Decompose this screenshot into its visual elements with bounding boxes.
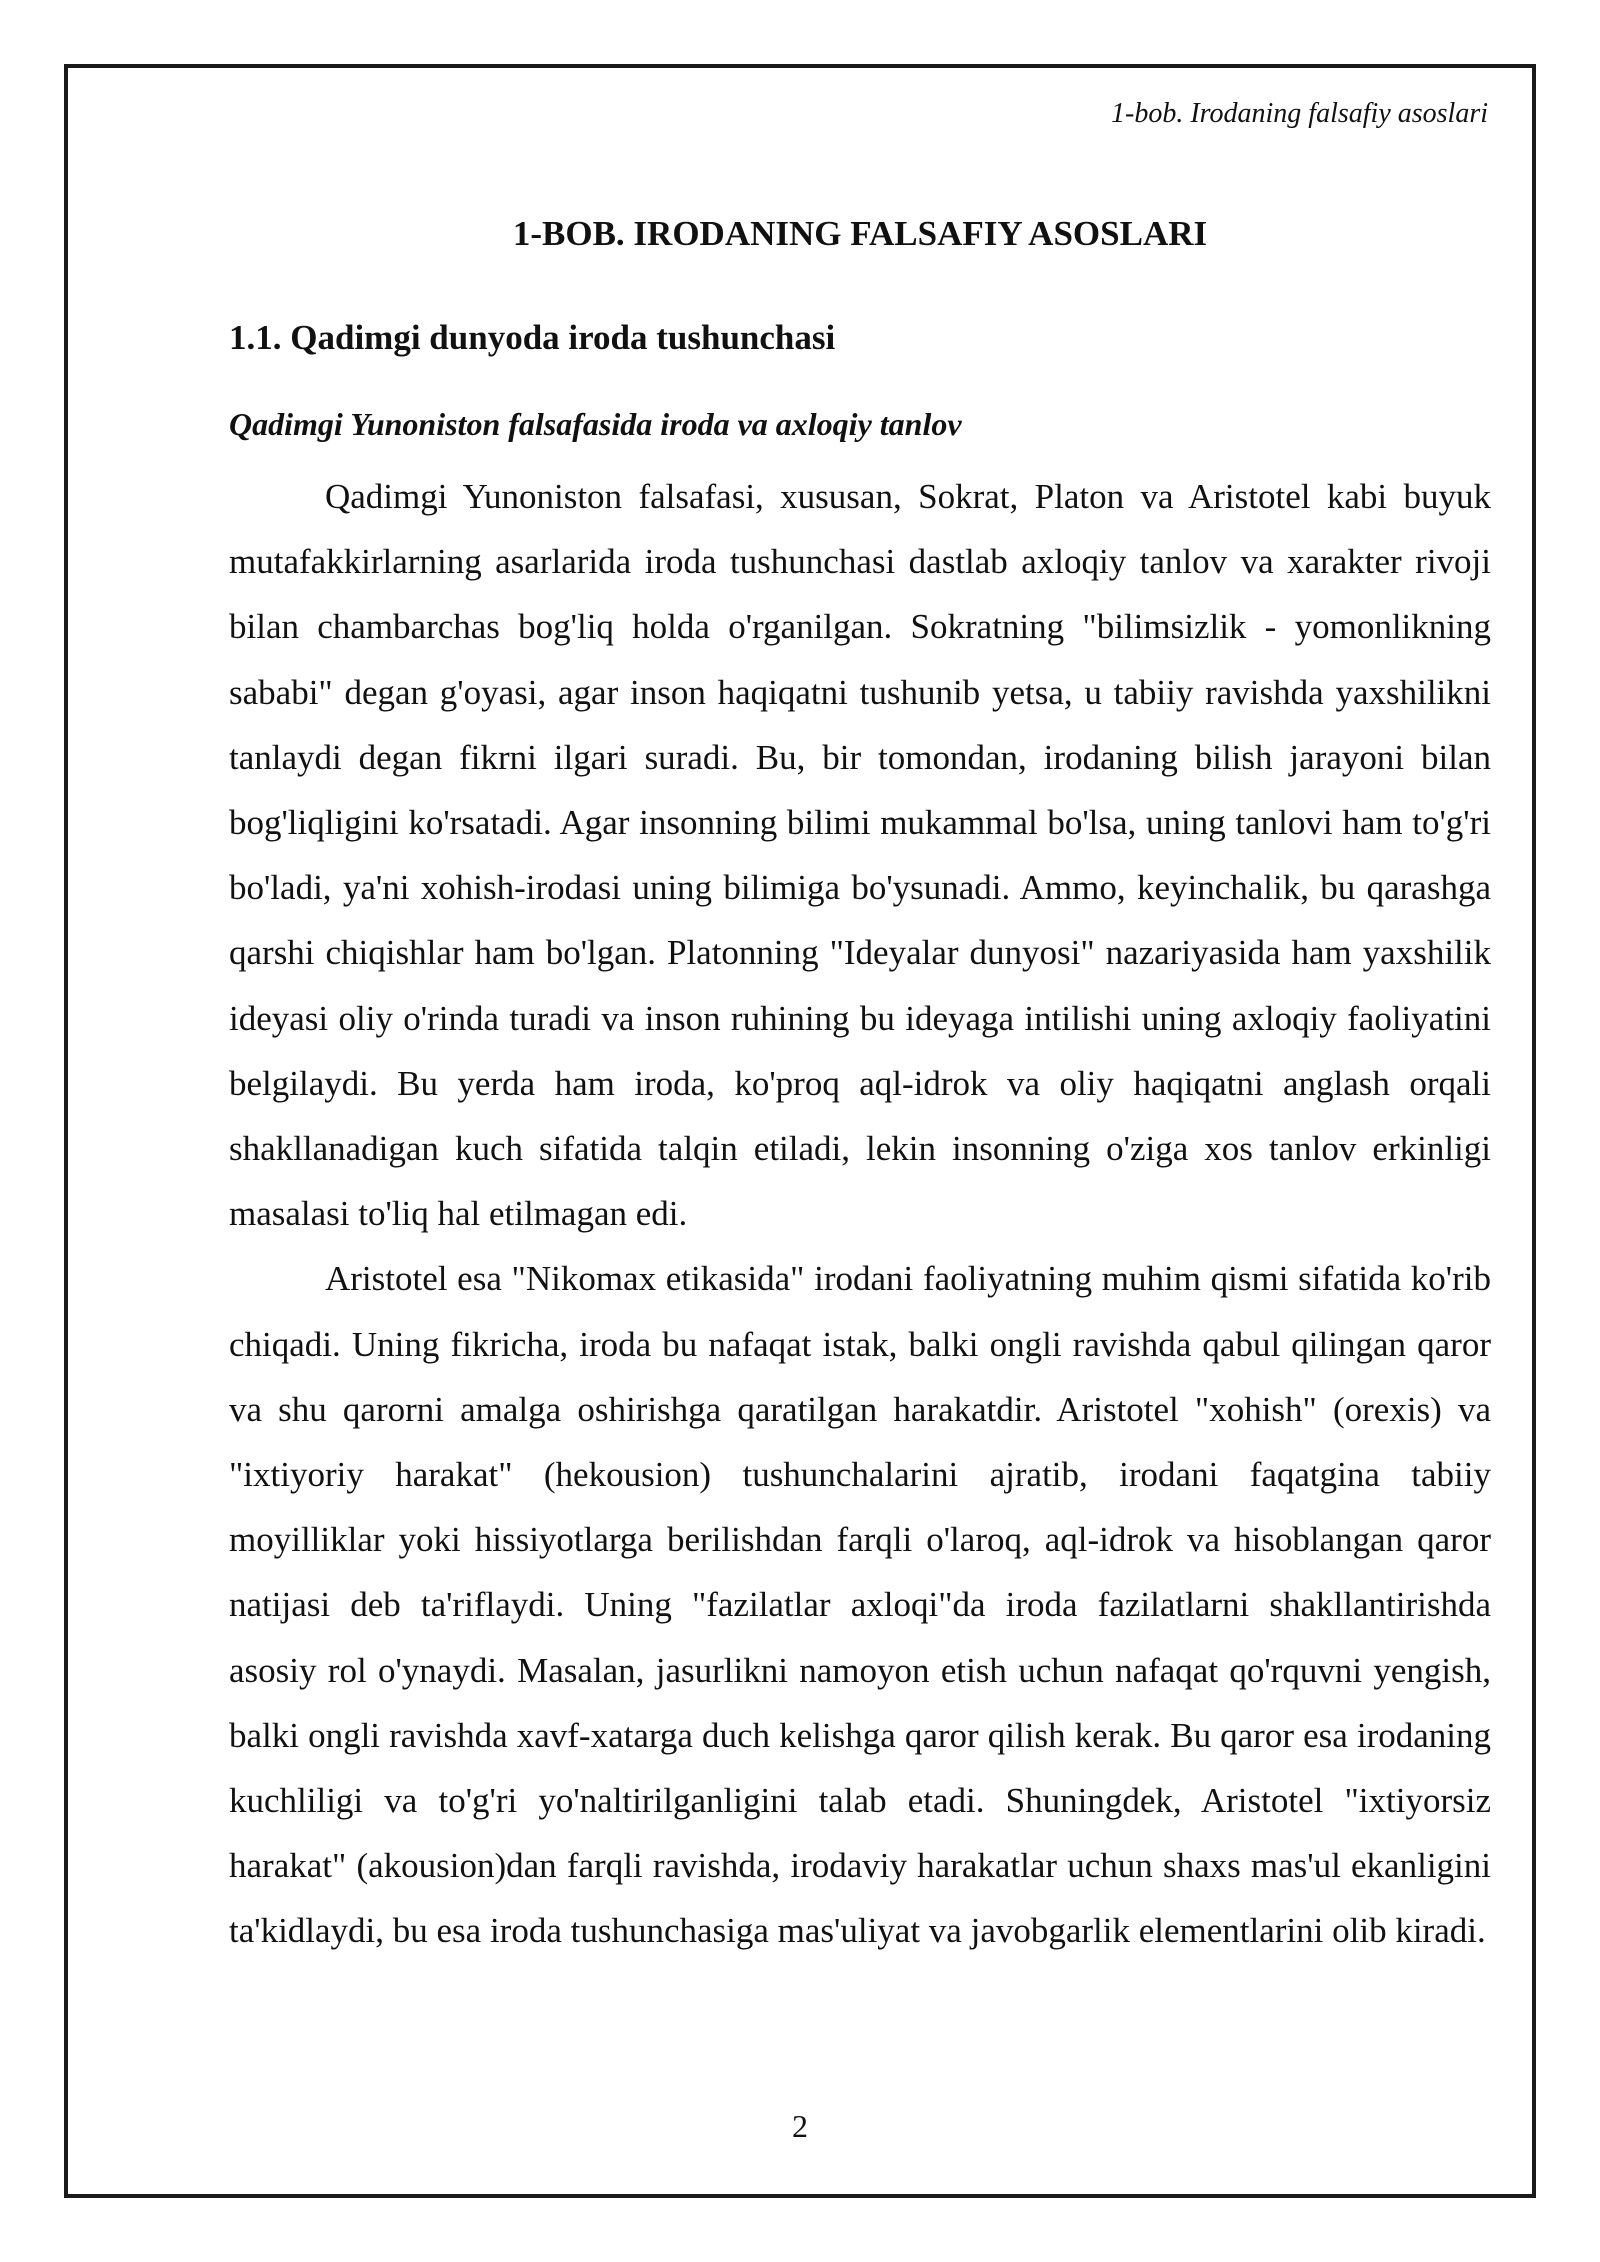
body-paragraph: Aristotel esa "Nikomax etikasida" irodani faoliyatning muhim qismi sifatida ko'rib chiqadi. Uning fikricha, iroda bu nafaqat istak, balki ongli ravishda qabul qilingan qaror va shu qarorni amalga oshirishga qaratilgan harakatdir. Aristotel "xohish" (orexis) va "ixtiyoriy harakat" (hekousion) tushunchalarini ajratib, irodani faqatgina tabiiy moyilliklar yoki hissiyotlarga berilishdan farqli o'laroq, aql-idrok va hisoblangan qaror natijasi deb ta'riflaydi. Uning "fazilatlar axloqi"da iroda fazilatlarni shakllantirishda asosiy rol o'ynaydi. Masalan, jasurlikni namoyon etish uchun nafaqat qo'rquvni yengish, balki ongli ravishda xavf-xatarga duch kelishga qaror qilish kerak. Bu qaror esa irodaning kuchliligi va to'g'ri yo'naltirilganligini talab etadi. Shuningdek, Aristotel "ixtiyorsiz harakat" (akousion)dan farqli ravishda, irodaviy harakatlar uchun shaxs mas'ul ekanligini ta'kidlaydi, bu esa iroda tushunchasiga mas'uliyat va javobgarlik elementlarini olib kiradi. xyxy=(229,1259,1491,1951)
subsection-title: Qadimgi Yunoniston falsafasida iroda va axloqiy tanlov xyxy=(229,406,962,442)
page-content xyxy=(229,212,1491,1964)
chapter-title: 1-BOB. IRODANING FALSAFIY ASOSLARI xyxy=(512,214,1208,253)
section-title: 1.1. Qadimgi dunyoda iroda tushunchasi xyxy=(229,318,836,357)
page-number: 2 xyxy=(792,2108,808,2144)
body-paragraph: Qadimgi Yunoniston falsafasi, xususan, Sokrat, Platon va Aristotel kabi buyuk mutafakkirlarning asarlarida iroda tushunchasi dastlab axloqiy tanlov va xarakter rivoji bilan chambarchas bog'liq holda o'rganilgan. Sokratning "bilimsizlik - yomonlikning sababi" degan g'oyasi, agar inson haqiqatni tushunib yetsa, u tabiiy ravishda yaxshilikni tanlaydi degan fikrni ilgari suradi. Bu, bir tomondan, irodaning bilish jarayoni bilan bog'liqligini ko'rsatadi. Agar insonning bilimi mukammal bo'lsa, uning tanlovi ham to'g'ri bo'ladi, ya'ni xohish-irodasi uning bilimiga bo'ysunadi. Ammo, keyinchalik, bu qarashga qarshi chiqishlar ham bo'lgan. Platonning "Ideyalar dunyosi" nazariyasida ham yaxshilik ideyasi oliy o'rinda turadi va inson ruhining bu ideyaga intilishi uning axloqiy faoliyatini belgilaydi. Bu yerda ham iroda, ko'proq aql-idrok va oliy haqiqatni anglash orqali shakllanadigan kuch sifatida talqin etiladi, lekin insonning o'ziga xos tanlov erkinligi masalasi to'liq hal etilmagan edi. xyxy=(229,477,1491,1234)
running-header: 1-bob. Irodaning falsafiy asoslari xyxy=(1111,98,1488,129)
